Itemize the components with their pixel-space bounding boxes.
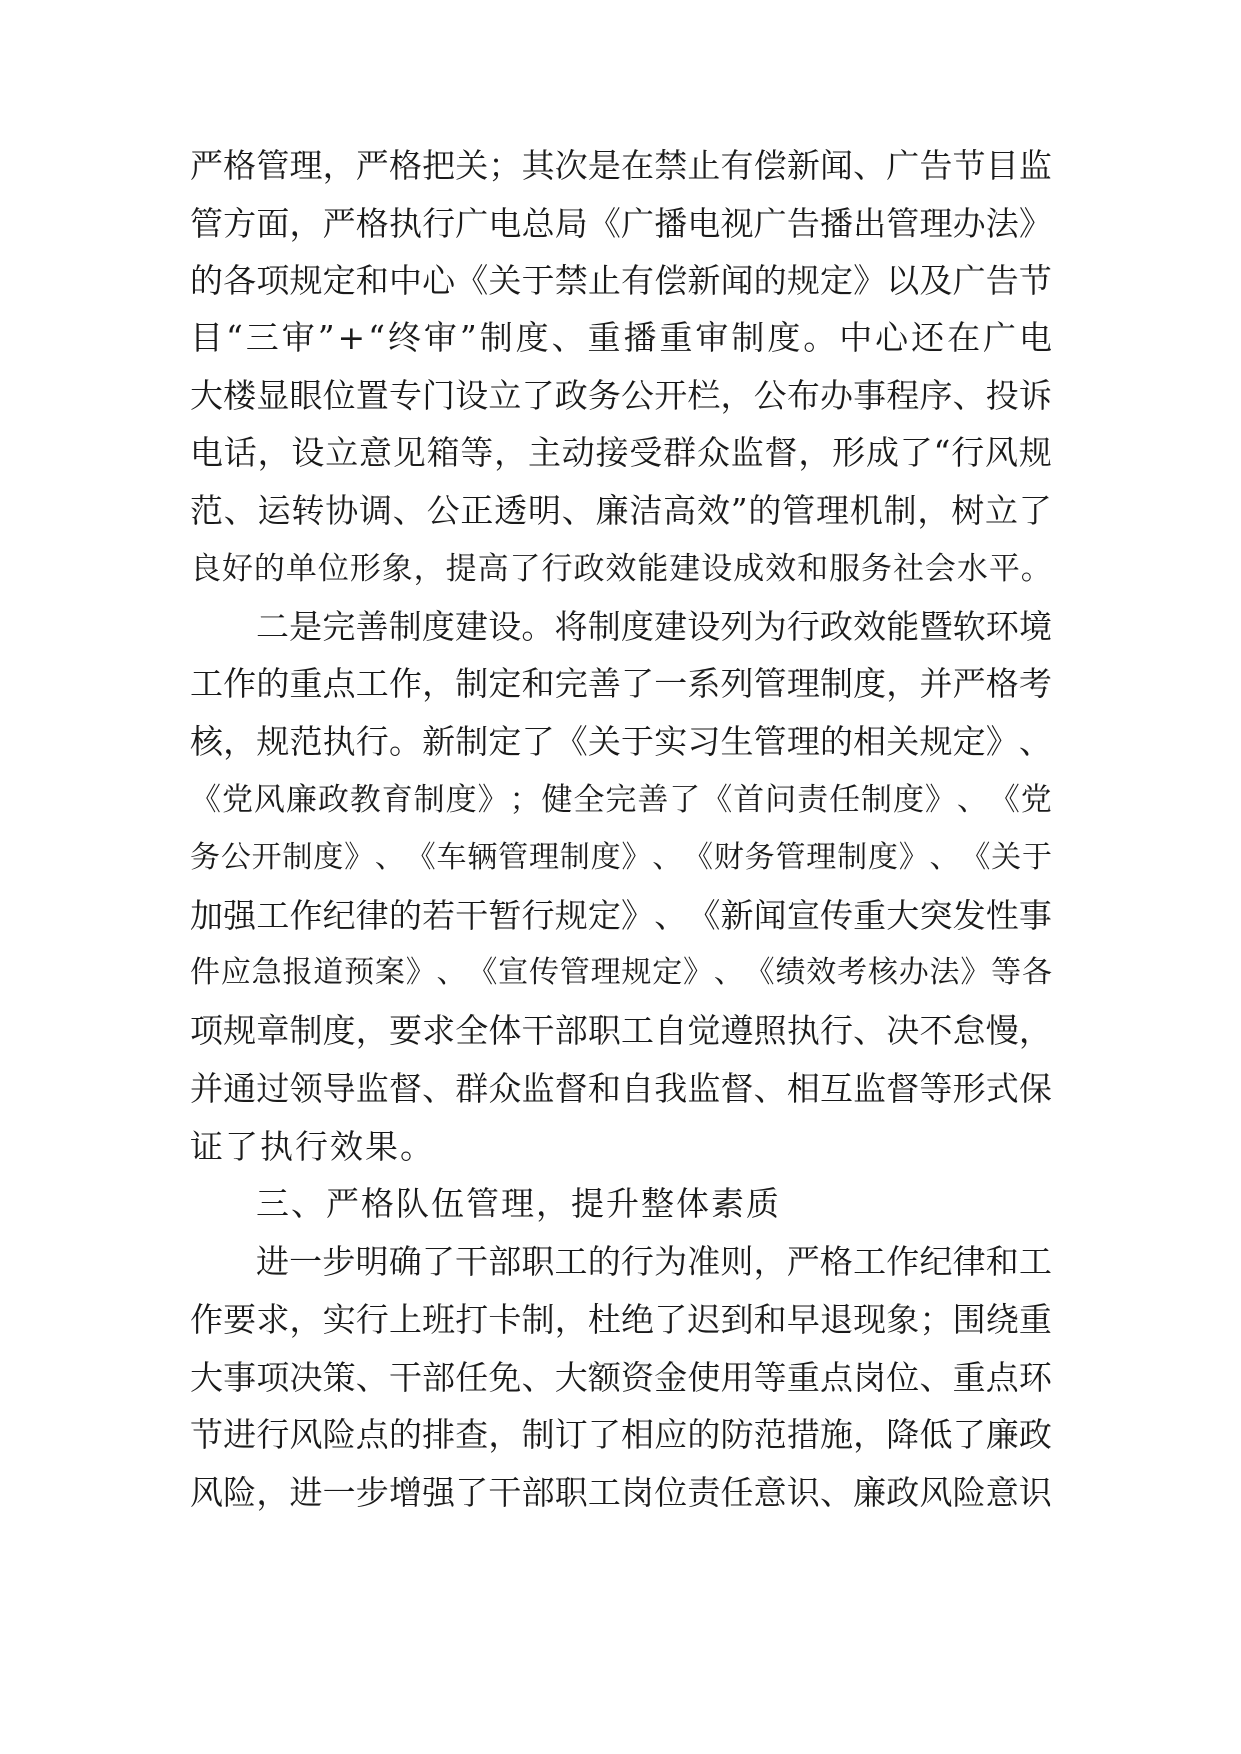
text-line: 务 公 开 制 度 》 、 《 车 辆 管 理 制 度 》 、 《 财 务 管 理 制 度 》 、 《 关 于 (190, 840, 1052, 875)
text-line: 件 应 急 报 道 预 案 》 、 《 宣 传 管 理 规 定 》 、 《 绩 效 考 核 办 法 》 等 各 (190, 955, 1052, 990)
text-line: 核 ， 规 范 执 行 。 新 制 定 了 《 关 于 实 习 生 管 理 的 相 关 规 定 》 、 (190, 722, 1052, 761)
text-line: 良 好 的 单 位 形 象 ， 提 高 了 行 政 效 能 建 设 成 效 和 服 务 社 会 水 平 。 (190, 551, 1052, 587)
text-line: 作 要 求 ， 实 行 上 班 打 卡 制 ， 杜 绝 了 迟 到 和 早 退 现 象 ； 围 绕 重 (190, 1300, 1052, 1339)
text-line: 严 格 管 理 ， 严 格 把 关 ； 其 次 是 在 禁 止 有 偿 新 闻 、 广 告 节 目 监 (190, 146, 1052, 185)
text-line: 风 险 ， 进 一 步 增 强 了 干 部 职 工 岗 位 责 任 意 识 、 廉 政 风 险 意 识 (190, 1473, 1052, 1512)
section-heading: 三、严格队伍管理，提升整体素质 (256, 1184, 781, 1223)
text-line: 并 通 过 领 导 监 督 、 群 众 监 督 和 自 我 监 督 、 相 互 监 督 等 形 式 保 (190, 1069, 1052, 1108)
text-line: 范 、 运 转 协 调 、 公 正 透 明 、 廉 洁 高 效 ” 的 管 理 机 制 ， 树 立 了 (190, 491, 1052, 530)
text-line: 电 话 ， 设 立 意 见 箱 等 ， 主 动 接 受 群 众 监 督 ， 形 成 了 “ 行 风 规 (190, 433, 1052, 472)
text-line: 《 党 风 廉 政 教 育 制 度 》 ； 健 全 完 善 了 《 首 问 责 任 制 度 》 、 《 党 (190, 782, 1052, 818)
text-line: 目 “ 三 审 ” + “ 终 审 ” 制 度 、 重 播 重 审 制 度 。 中 心 还 在 广 电 (190, 318, 1052, 357)
paragraph-first-line: 二 是 完 善 制 度 建 设 。 将 制 度 建 设 列 为 行 政 效 能 暨 软 环 境 (256, 607, 1052, 646)
text-line: 大 事 项 决 策 、 干 部 任 免 、 大 额 资 金 使 用 等 重 点 岗 位 、 重 点 环 (190, 1358, 1052, 1397)
text-line: 工 作 的 重 点 工 作 ， 制 定 和 完 善 了 一 系 列 管 理 制 度 ， 并 严 格 考 (190, 664, 1052, 703)
text-line: 加 强 工 作 纪 律 的 若 干 暂 行 规 定 》 、 《 新 闻 宣 传 重 大 突 发 性 事 (190, 896, 1052, 935)
text-line: 项 规 章 制 度 ， 要 求 全 体 干 部 职 工 自 觉 遵 照 执 行 、 决 不 怠 慢 ， (190, 1011, 1052, 1050)
text-line: 证了执行效果。 (190, 1127, 435, 1166)
paragraph-first-line: 进 一 步 明 确 了 干 部 职 工 的 行 为 准 则 ， 严 格 工 作 纪 律 和 工 (256, 1242, 1052, 1281)
text-line: 的 各 项 规 定 和 中 心 《 关 于 禁 止 有 偿 新 闻 的 规 定 》 以 及 广 告 节 (190, 261, 1052, 300)
text-line: 管 方 面 ， 严 格 执 行 广 电 总 局 《 广 播 电 视 广 告 播 出 管 理 办 法 》 (190, 204, 1052, 243)
text-line: 大 楼 显 眼 位 置 专 门 设 立 了 政 务 公 开 栏 ， 公 布 办 事 程 序 、 投 诉 (190, 376, 1052, 415)
text-line: 节 进 行 风 险 点 的 排 查 ， 制 订 了 相 应 的 防 范 措 施 ， 降 低 了 廉 政 (190, 1415, 1052, 1454)
